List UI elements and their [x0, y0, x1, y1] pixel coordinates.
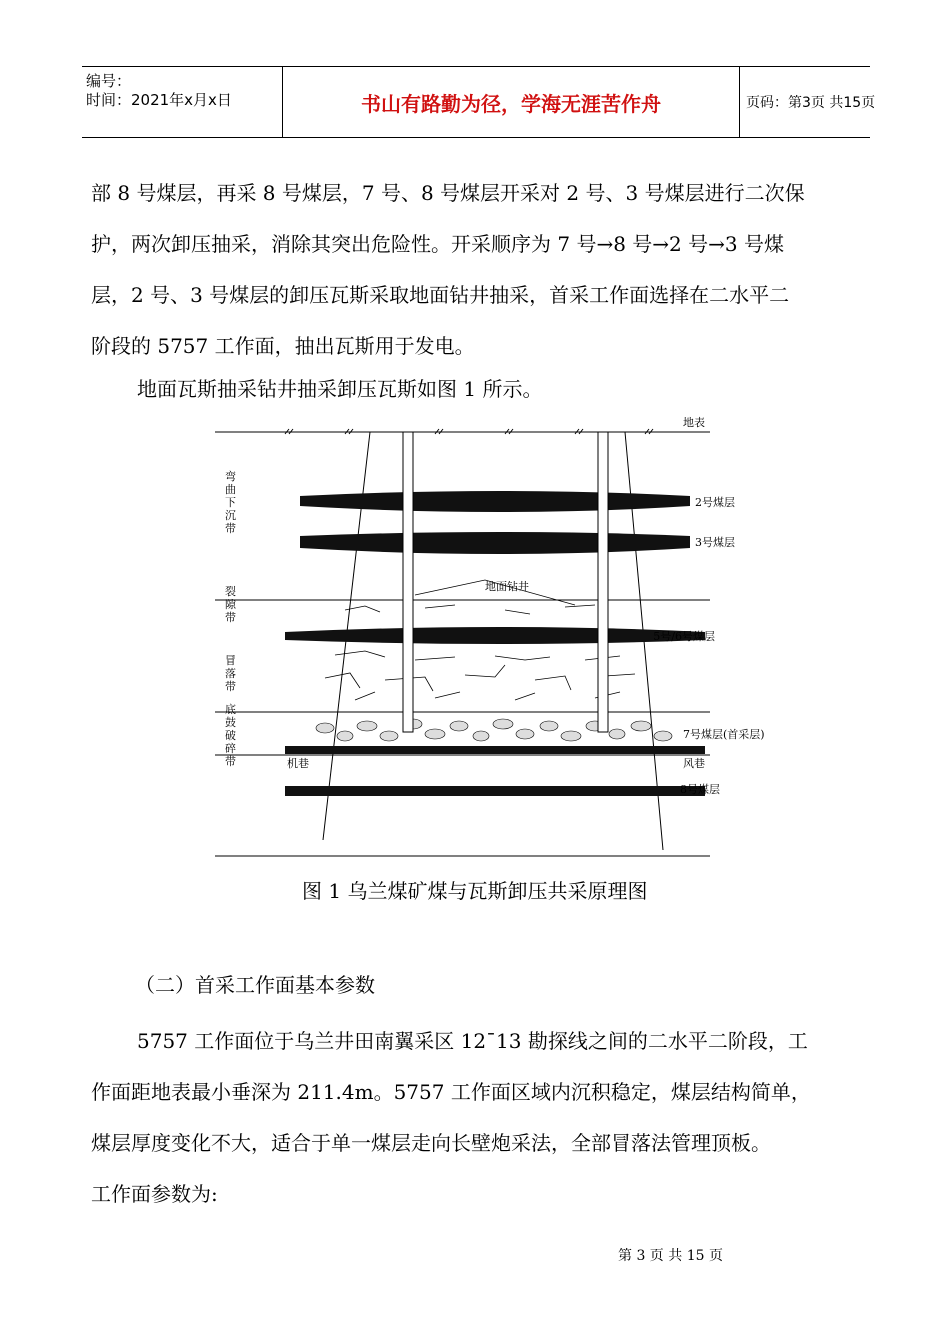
section-heading [135, 960, 915, 1011]
paragraph-1 [91, 168, 871, 372]
seam-7 [285, 746, 705, 754]
doc-date-label: 时间：2021年x月x日 [86, 91, 232, 109]
header-page-number: 页码：第3页 共15页 [746, 95, 876, 111]
seam-5-6 [285, 627, 705, 644]
label-zone-floor: 底鼓破碎带 [225, 703, 236, 768]
text-line: 工作面参数为: [91, 1182, 218, 1206]
text-line: 层，2 号、3 号煤层的卸压瓦斯采取地面钻井抽采，首采工作面选择在二水平二 [91, 283, 790, 307]
coal-seams [285, 491, 705, 796]
label-surface: 地表 [683, 416, 705, 429]
text-line: 煤层厚度变化不大，适合于单一煤层走向长壁炮采法，全部冒落法管理顶板。 [91, 1131, 771, 1155]
doc-number-label: 编号： [86, 72, 132, 90]
caving-rubble [316, 719, 672, 741]
paragraph-2 [137, 364, 917, 415]
gas-well-left [403, 432, 413, 732]
text-line: 阶段的 5757 工作面，抽出瓦斯用于发电。 [91, 334, 475, 358]
text-line: 地面瓦斯抽采钻井抽采卸压瓦斯如图 1 所示。 [137, 377, 543, 401]
label-zone-caving: 冒落带 [225, 654, 236, 693]
seam-8 [285, 786, 705, 796]
text-line: 部 8 号煤层，再采 8 号煤层，7 号、8 号煤层开采对 2 号、3 号煤层进行二次保 [91, 181, 805, 205]
label-seam-5-6: 5号/6号煤层 [653, 630, 715, 643]
text-line: 护，两次卸压抽采，消除其突出危险性。开采顺序为 7 号→8 号→2 号→3 号煤 [91, 232, 784, 256]
label-seam-8: 8号煤层 [680, 783, 720, 796]
header-motto: 书山有路勤为径，学海无涯苦作舟 [282, 67, 740, 137]
zone-labels [225, 470, 239, 768]
paragraph-3 [91, 1016, 871, 1220]
header-meta [82, 67, 282, 137]
label-seam-7: 7号煤层(首采层) [683, 728, 765, 741]
label-seam-2: 2号煤层 [695, 496, 735, 509]
gas-well-right [598, 432, 608, 732]
seam-3 [300, 532, 690, 554]
text-line: 作面距地表最小垂深为 211.4m。5757 工作面区域内沉积稳定，煤层结构简单， [91, 1080, 811, 1104]
label-zone-bending: 弯曲下沉带 [225, 470, 236, 535]
label-seam-3: 3号煤层 [695, 536, 735, 549]
mining-diagram [205, 410, 765, 865]
text-line: （二）首采工作面基本参数 [135, 973, 375, 997]
label-air-roadway: 风巷 [683, 757, 705, 770]
label-machine-roadway: 机巷 [287, 757, 309, 770]
figure-caption: 图 1 乌兰煤矿煤与瓦斯卸压共采原理图 [302, 879, 648, 903]
page-header [82, 66, 876, 138]
page-footer: 第 3 页 共 15 页 [618, 1248, 723, 1264]
text-line: 5757 工作面位于乌兰井田南翼采区 12¯13 勘探线之间的二水平二阶段，工 [137, 1029, 808, 1053]
label-zone-fracture: 裂隙带 [225, 585, 236, 624]
label-well: 地面钻井 [485, 580, 529, 593]
seam-2 [300, 491, 690, 512]
